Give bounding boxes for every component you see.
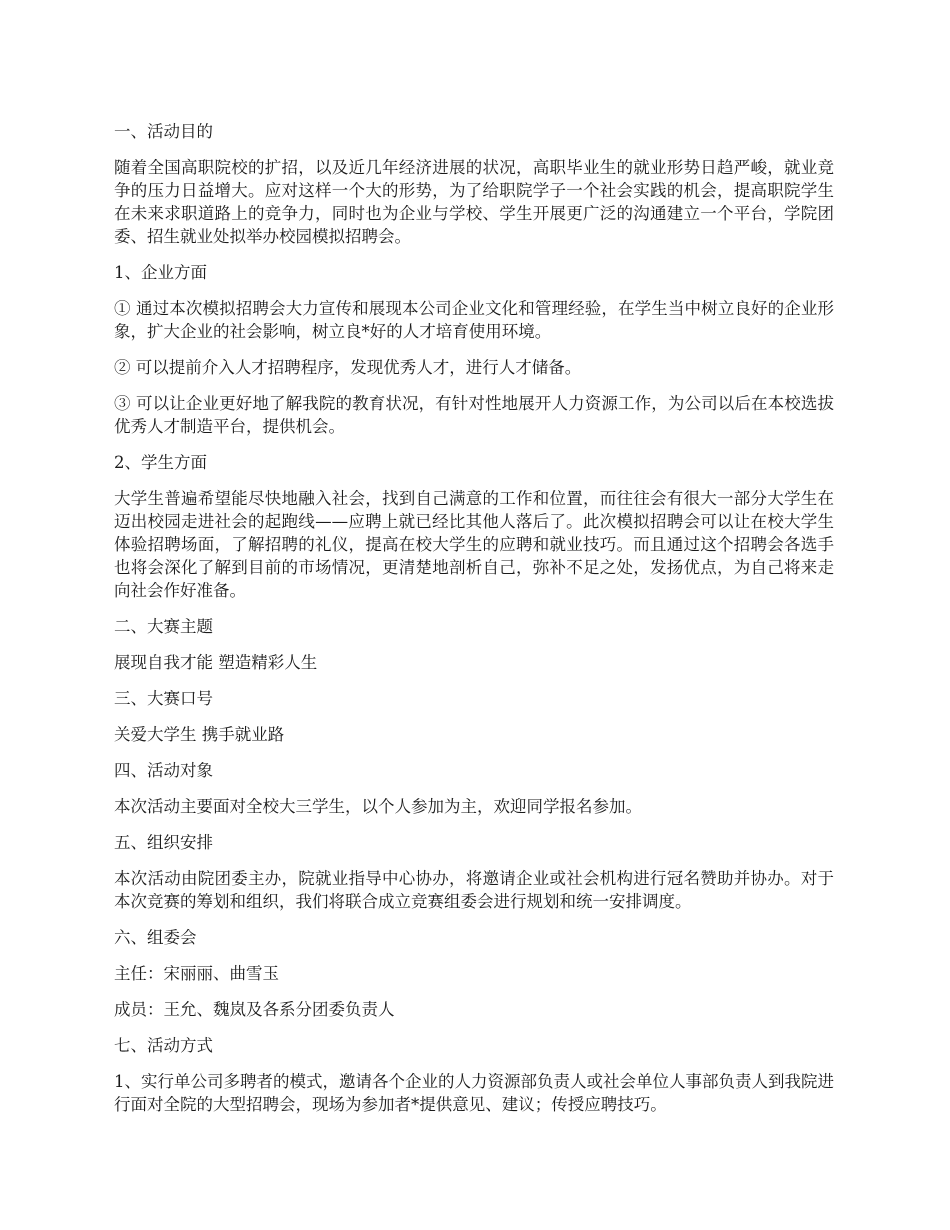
paragraph-student: 大学生普遍希望能尽快地融入社会，找到自己满意的工作和位置，而往往会有很大一部分大学生在迈出校园走进社会的起跑线——应聘上就已经比其他人落后了。此次模拟招聘会可以让在校大学生体验招聘场面，了解招聘的礼仪，提高在校大学生的应聘和就业技巧。而且通过这个招聘会各选手也将会深化了解到目前的市场情况，更清楚地剖析自己，弥补不足之处，发扬优点，为自己将来走向社会作好准备。 bbox=[114, 489, 834, 600]
paragraph-purpose: 随着全国高职院校的扩招，以及近几年经济进展的状况，高职毕业生的就业形势日趋严峻，就业竞争的压力日益增大。应对这样一个大的形势，为了给职院学子一个社会实践的机会，提高职院学生在未来求职道路上的竞争力，同时也为企业与学校、学生开展更广泛的沟通建立一个平台，学院团委、招生就业处拟举办校园模拟招聘会。 bbox=[114, 158, 834, 246]
subheading-enterprise: 1、企业方面 bbox=[114, 263, 207, 282]
paragraph-enterprise-3: ③ 可以让企业更好地了解我院的教育状况，有针对性地展开人力资源工作，为公司以后在本校选拔优秀人才制造平台，提供机会。 bbox=[114, 394, 834, 436]
document-page bbox=[114, 120, 834, 1129]
paragraph-audience: 本次活动主要面对全校大三学生，以个人参加为主，欢迎同学报名参加。 bbox=[114, 797, 642, 816]
paragraph-slogan: 关爱大学生 携手就业路 bbox=[114, 725, 285, 744]
section-heading-purpose: 一、活动目的 bbox=[114, 122, 213, 141]
paragraph-committee-members: 成员：王允、魏岚及各系分团委负责人 bbox=[114, 1000, 395, 1019]
paragraph-organization: 本次活动由院团委主办，院就业指导中心协办，将邀请企业或社会机构进行冠名赞助并协办。对于本次竞赛的筹划和组织，我们将联合成立竞赛组委会进行规划和统一安排调度。 bbox=[114, 869, 834, 911]
section-heading-audience: 四、活动对象 bbox=[114, 761, 213, 780]
subheading-student: 2、学生方面 bbox=[114, 453, 207, 472]
section-heading-method: 七、活动方式 bbox=[114, 1036, 213, 1055]
paragraph-theme: 展现自我才能 塑造精彩人生 bbox=[114, 653, 318, 672]
section-heading-organization: 五、组织安排 bbox=[114, 833, 213, 852]
section-heading-theme: 二、大赛主题 bbox=[114, 617, 213, 636]
paragraph-enterprise-2: ② 可以提前介入人才招聘程序，发现优秀人才，进行人才储备。 bbox=[114, 358, 582, 377]
paragraph-method-1: 1、实行单公司多聘者的模式，邀请各个企业的人力资源部负责人或社会单位人事部负责人到我院进行面对全院的大型招聘会，现场为参加者*提供意见、建议；传授应聘技巧。 bbox=[114, 1072, 834, 1114]
paragraph-committee-director: 主任：宋丽丽、曲雪玉 bbox=[114, 964, 279, 983]
section-heading-committee: 六、组委会 bbox=[114, 928, 197, 947]
paragraph-enterprise-1: ① 通过本次模拟招聘会大力宣传和展现本公司企业文化和管理经验，在学生当中树立良好的企业形象，扩大企业的社会影响，树立良*好的人才培育使用环境。 bbox=[114, 299, 834, 341]
section-heading-slogan: 三、大赛口号 bbox=[114, 689, 213, 708]
